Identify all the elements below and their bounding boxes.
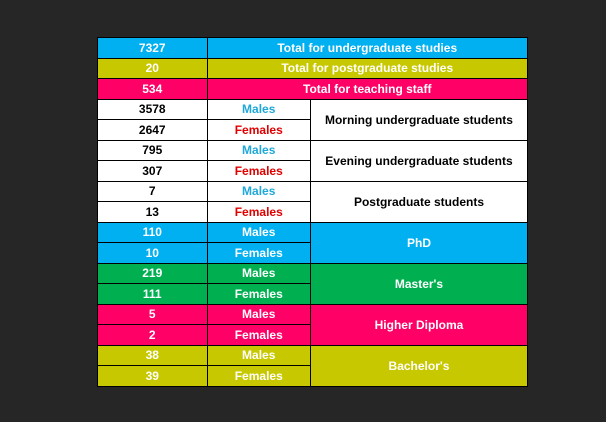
higher-diploma-males-label[interactable]: Males — [207, 304, 310, 325]
statistics-table — [97, 37, 528, 387]
bachelors-males-label[interactable]: Males — [207, 345, 310, 366]
evening-females-count[interactable]: 307 — [98, 161, 208, 182]
higher-diploma-females-label[interactable]: Females — [207, 325, 310, 346]
phd-females-label[interactable]: Females — [207, 243, 310, 264]
higher-diploma-females-count[interactable]: 2 — [98, 325, 208, 346]
phd-category[interactable]: PhD — [310, 222, 527, 263]
evening-category[interactable]: Evening undergraduate students — [310, 140, 527, 181]
table-row — [98, 263, 528, 284]
evening-males-label[interactable]: Males — [207, 140, 310, 161]
higher-diploma-category[interactable]: Higher Diploma — [310, 304, 527, 345]
postgraduate-females-count[interactable]: 13 — [98, 202, 208, 223]
phd-males-label[interactable]: Males — [207, 222, 310, 243]
total-undergraduate-value[interactable]: 7327 — [98, 38, 208, 59]
postgraduate-males-label[interactable]: Males — [207, 181, 310, 202]
total-postgraduate-label[interactable]: Total for postgraduate studies — [207, 58, 528, 79]
higher-diploma-males-count[interactable]: 5 — [98, 304, 208, 325]
postgraduate-males-count[interactable]: 7 — [98, 181, 208, 202]
total-row-undergraduate — [98, 38, 528, 59]
bachelors-females-label[interactable]: Females — [207, 366, 310, 387]
masters-males-label[interactable]: Males — [207, 263, 310, 284]
bachelors-females-count[interactable]: 39 — [98, 366, 208, 387]
table-row — [98, 140, 528, 161]
postgraduate-category[interactable]: Postgraduate students — [310, 181, 527, 222]
phd-females-count[interactable]: 10 — [98, 243, 208, 264]
bachelors-males-count[interactable]: 38 — [98, 345, 208, 366]
bachelors-category[interactable]: Bachelor's — [310, 345, 527, 386]
total-undergraduate-label[interactable]: Total for undergraduate studies — [207, 38, 528, 59]
table-row — [98, 304, 528, 325]
total-row-teaching-staff — [98, 79, 528, 100]
total-row-postgraduate — [98, 58, 528, 79]
masters-females-count[interactable]: 111 — [98, 284, 208, 305]
total-teaching-staff-label[interactable]: Total for teaching staff — [207, 79, 528, 100]
morning-males-count[interactable]: 3578 — [98, 99, 208, 120]
morning-category[interactable]: Morning undergraduate students — [310, 99, 527, 140]
table-row — [98, 99, 528, 120]
total-postgraduate-value[interactable]: 20 — [98, 58, 208, 79]
phd-males-count[interactable]: 110 — [98, 222, 208, 243]
masters-category[interactable]: Master's — [310, 263, 527, 304]
masters-females-label[interactable]: Females — [207, 284, 310, 305]
masters-males-count[interactable]: 219 — [98, 263, 208, 284]
evening-females-label[interactable]: Females — [207, 161, 310, 182]
table-row — [98, 345, 528, 366]
total-teaching-staff-value[interactable]: 534 — [98, 79, 208, 100]
evening-males-count[interactable]: 795 — [98, 140, 208, 161]
morning-males-label[interactable]: Males — [207, 99, 310, 120]
table-row — [98, 181, 528, 202]
table-row — [98, 222, 528, 243]
postgraduate-females-label[interactable]: Females — [207, 202, 310, 223]
morning-females-count[interactable]: 2647 — [98, 120, 208, 141]
morning-females-label[interactable]: Females — [207, 120, 310, 141]
